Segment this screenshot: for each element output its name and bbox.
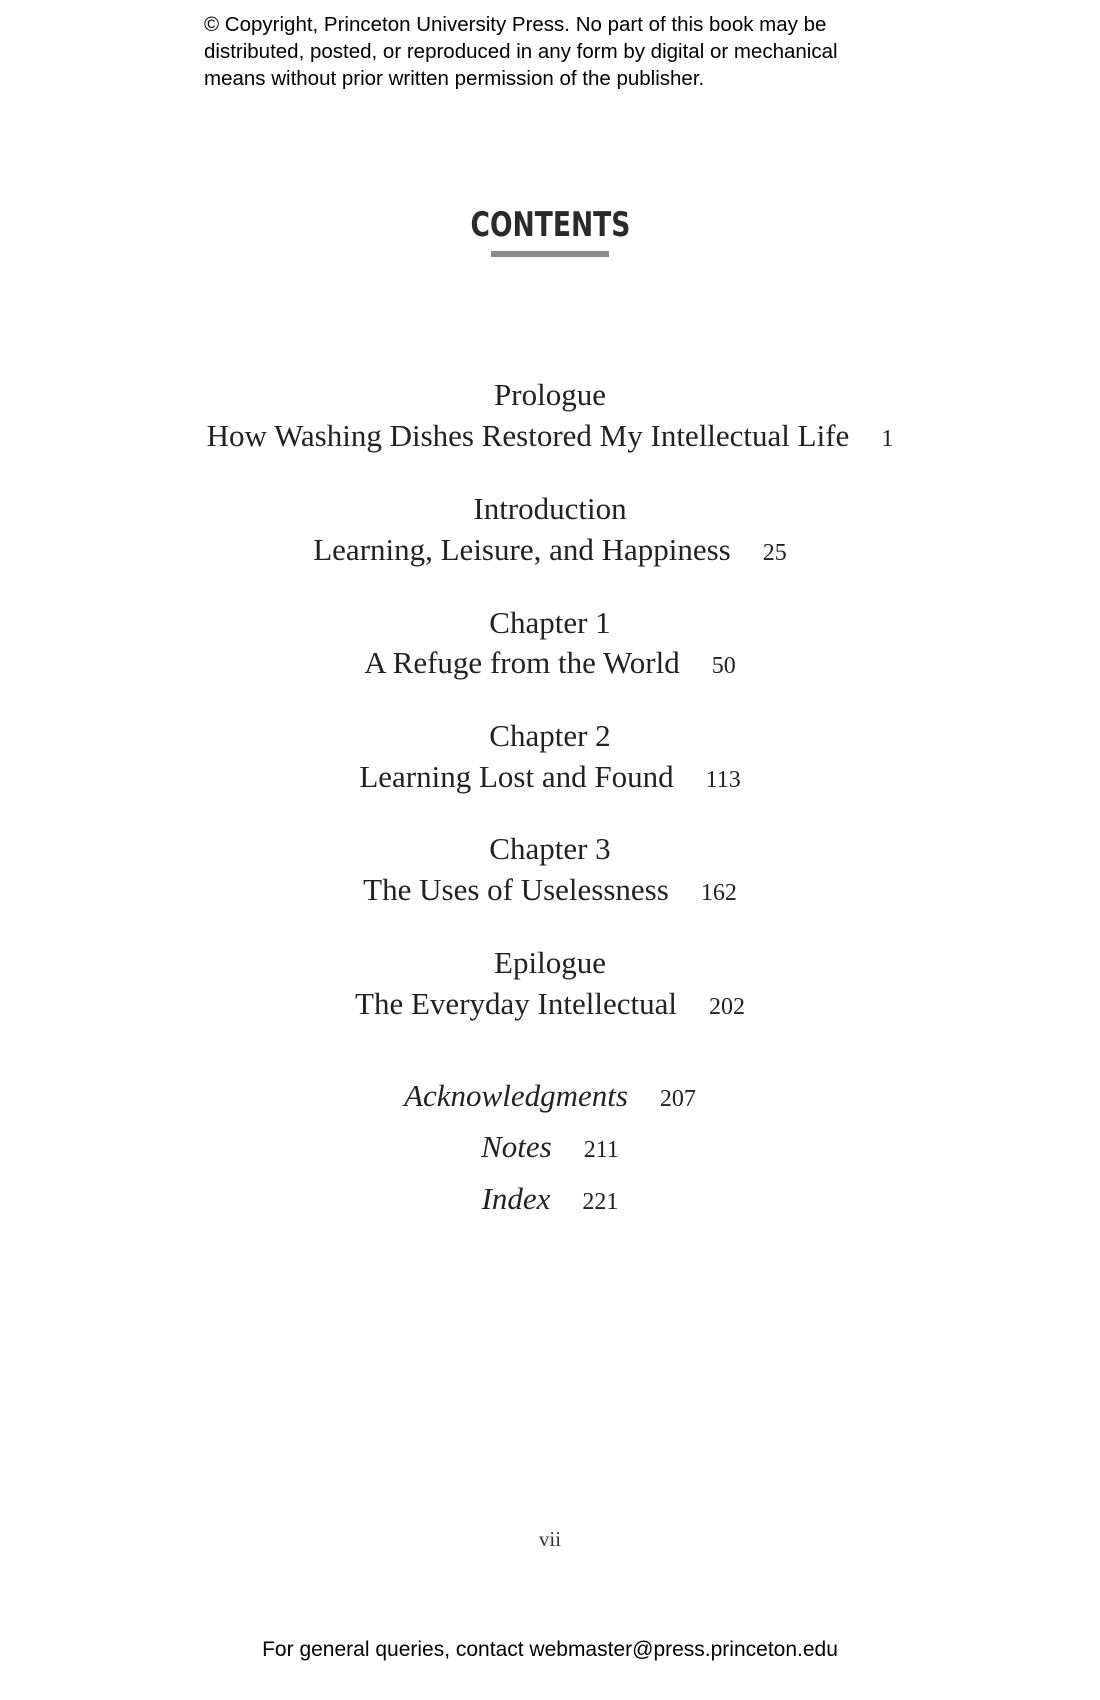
toc-back-matter-item[interactable] bbox=[0, 1129, 1100, 1168]
back-matter-title: Notes bbox=[481, 1129, 552, 1164]
toc-entry-label: Chapter 1 bbox=[489, 605, 611, 640]
footer-contact: For general queries, contact webmaster@press.princeton.edu bbox=[262, 1638, 838, 1661]
toc-page-number: 211 bbox=[583, 1137, 619, 1163]
page-folio: vii bbox=[538, 1527, 562, 1551]
toc-back-matter-item[interactable] bbox=[0, 1181, 1100, 1220]
copyright-line: distributed, posted, or reproduced in any form by digital or mechanical bbox=[204, 40, 838, 63]
toc-page-number: 162 bbox=[700, 880, 737, 906]
contents-title: CONTENTS bbox=[470, 205, 630, 245]
toc-entry-title: The Uses of Uselessness bbox=[363, 872, 669, 907]
toc-entry-title: A Refuge from the World bbox=[364, 645, 680, 680]
toc-entry-title: Learning Lost and Found bbox=[359, 759, 674, 794]
toc-entry[interactable] bbox=[0, 532, 1100, 571]
toc-entry-label: Chapter 3 bbox=[489, 831, 611, 866]
toc-entry-title: Learning, Leisure, and Happiness bbox=[313, 532, 731, 567]
toc-entry-title: How Washing Dishes Restored My Intellectual Life bbox=[206, 418, 850, 453]
toc-page-number: 221 bbox=[582, 1189, 619, 1215]
toc-page-number: 207 bbox=[659, 1086, 696, 1112]
toc-entry[interactable] bbox=[0, 872, 1100, 911]
toc-entry[interactable] bbox=[0, 645, 1100, 684]
copyright-line: © Copyright, Princeton University Press. No part of this book may be bbox=[204, 13, 827, 36]
toc-entry-label: Epilogue bbox=[494, 945, 606, 980]
copyright-line: means without prior written permission of the publisher. bbox=[204, 67, 705, 90]
toc-entry-label: Introduction bbox=[473, 491, 627, 526]
toc-page-number: 25 bbox=[762, 540, 787, 566]
toc-page-number: 1 bbox=[881, 426, 894, 452]
toc-entry-label: Chapter 2 bbox=[489, 718, 611, 753]
toc-back-matter-item[interactable] bbox=[0, 1078, 1100, 1117]
toc-entry-title: The Everyday Intellectual bbox=[355, 986, 677, 1021]
back-matter-title: Acknowledgments bbox=[404, 1078, 628, 1113]
toc-entry[interactable] bbox=[0, 418, 1100, 457]
toc-page-number: 50 bbox=[711, 653, 736, 679]
toc-entry-label: Prologue bbox=[494, 377, 606, 412]
toc-entry[interactable] bbox=[0, 986, 1100, 1025]
toc-page-number: 113 bbox=[705, 767, 741, 793]
toc-entry[interactable] bbox=[0, 759, 1100, 798]
toc-page-number: 202 bbox=[708, 994, 745, 1020]
back-matter-title: Index bbox=[481, 1181, 551, 1216]
